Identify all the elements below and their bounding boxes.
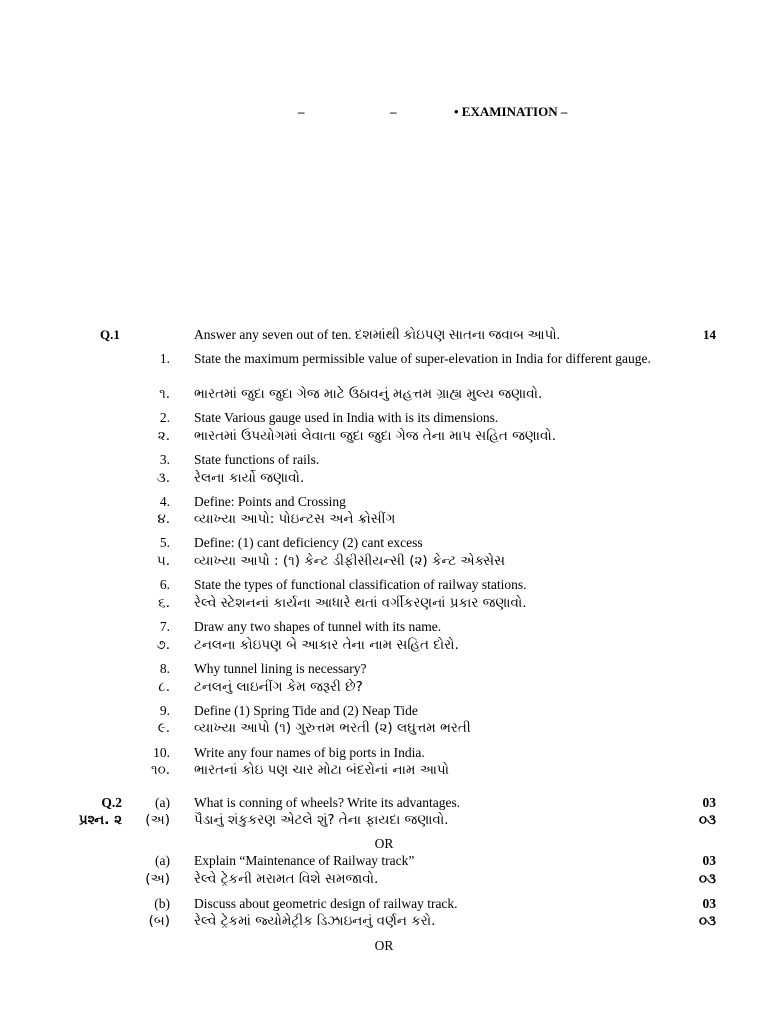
q1-item-number-gu: ૫. (156, 553, 170, 569)
q2-part-marks: 03 (702, 795, 716, 810)
q1-item-text-gu: વ્યાખ્યા આપો (૧) ગુરુત્તમ ભરતી (૨) લઘુત્તમ ભરતી (194, 720, 471, 736)
q1-item-text: Draw any two shapes of tunnel with its name. (194, 619, 442, 634)
q1-item-number: 10. (153, 745, 170, 760)
q1-item-number: 8. (159, 661, 170, 676)
q2-part-label: (a) (155, 853, 170, 868)
q1-item-number-gu: ૭. (156, 637, 170, 653)
q1-item-text-gu: ભારતમાં ઉપયોગમાં લેવાતા જુદા જુદા ગેજ તેના માપ સહિત જણાવો. (194, 428, 557, 444)
or-separator-1: OR (374, 836, 394, 851)
q2-part-marks-gu: ૦૩ (698, 913, 716, 929)
q1-item-number: 3. (159, 452, 170, 467)
q1-item-number: 1. (159, 351, 170, 366)
q2-part-text-gu: રેલ્વે ટ્રેકમાં જ્યોમેટ્રીક ડિઝાઇનનું વર્ણન કરો. (194, 913, 436, 929)
q2-part-text: What is conning of wheels? Write its advantages. (194, 795, 461, 810)
q1-item-text: State the types of functional classification of railway stations. (194, 577, 527, 592)
q1-item-number-gu: ૧૦. (150, 762, 170, 778)
q1-item-text: Write any four names of big ports in India. (194, 745, 425, 760)
q1-item-number: 6. (159, 577, 170, 592)
q1-marks: 14 (703, 327, 716, 342)
q1-item-number: 2. (159, 410, 170, 425)
q1-item-text-gu: રેલના કાર્યો જણાવો. (194, 470, 305, 486)
q2-part-label: (b) (154, 896, 170, 911)
q2-part-marks: 03 (702, 853, 716, 868)
q2-part-text: Discuss about geometric design of railway track. (194, 896, 458, 911)
q1-item-number-gu: ૪. (157, 511, 170, 527)
q2-part-text-gu: પૈડાનું શંકુકરણ એટલે શું? તેના ફાયદા જણાવો. (194, 812, 449, 828)
q1-item-text-gu: રેલ્વે સ્ટેશનનાં કાર્યના આધારે થતાં વર્ગીકરણનાં પ્રકાર જણાવો. (194, 595, 527, 611)
q1-item-number-gu: ૧. (159, 386, 170, 402)
q2-part-text: Explain “Maintenance of Railway track” (194, 853, 415, 868)
q2-part-text-gu: રેલ્વે ટ્રેકની મરામત વિશે સમજાવો. (194, 871, 379, 887)
q1-item-text: State Various gauge used in India with is its dimensions. (194, 410, 499, 425)
q2-number-gu: પ્રશ્ન. ૨ (78, 812, 122, 828)
q1-item-number-gu: ૯. (157, 720, 170, 736)
header-dash-1: – (298, 104, 305, 119)
q1-item-number-gu: ૮. (158, 679, 170, 695)
q2-number: Q.2 (101, 795, 122, 810)
q1-item-text-gu: ભારતનાં કોઇ પણ ચાર મોટા બંદરોનાં નામ આપો (194, 762, 450, 778)
or-separator-2: OR (374, 938, 394, 953)
q1-item-text-gu: વ્યાખ્યા આપો : (૧) કેન્ટ ડીફીસીયન્સી (૨) કેન્ટ એક્સેસ (194, 553, 506, 569)
q1-item-text: Define: (1) cant deficiency (2) cant excess (194, 535, 423, 550)
q1-item-number-gu: ૬. (158, 595, 170, 611)
q1-item-number-gu: ૩. (156, 470, 170, 486)
header-exam-title: • EXAMINATION – (454, 104, 568, 119)
q1-item-text-gu: ભારતમાં જુદા જુદા ગેજ માટે ઉઠાવનું મહત્તમ ગ્રાહ્ય મુલ્ય જણાવો. (194, 386, 543, 402)
q2-part-label-gu: (અ) (145, 871, 170, 887)
q1-instruction: Answer any seven out of ten. દશમાંથી કોઇપણ સાતના જવાબ આપો. (194, 327, 561, 342)
q2-part-marks-gu: ૦૩ (698, 812, 716, 828)
q2-part-label: (a) (155, 795, 170, 810)
q1-item-number: 7. (159, 619, 170, 634)
q1-item-number: 9. (159, 703, 170, 718)
q1-item-number: 4. (159, 494, 170, 509)
q1-item-text-gu: વ્યાખ્યા આપો: પોઇન્ટસ અને ક્રોસીંગ (194, 511, 396, 527)
q1-item-text: State functions of rails. (194, 452, 320, 467)
q1-item-text-gu: ટનલના કોઇપણ બે આકાર તેના નામ સહિત દોરો. (194, 637, 459, 653)
header-dash-2: – (390, 104, 397, 119)
q1-number: Q.1 (100, 327, 120, 342)
q1-item-text-gu: ટનલનું લાઇનીંગ કેમ જરૂરી છે? (194, 679, 363, 695)
q1-item-text: Define (1) Spring Tide and (2) Neap Tide (194, 703, 418, 718)
q2-part-marks-gu: ૦૩ (698, 871, 716, 887)
q1-item-number: 5. (159, 535, 170, 550)
q2-part-marks: 03 (702, 896, 716, 911)
q1-item-text: Define: Points and Crossing (194, 494, 346, 509)
q2-part-label-gu: (અ) (145, 812, 170, 828)
q2-part-label-gu: (બ) (148, 913, 170, 929)
exam-header (0, 104, 768, 124)
q1-item-text: Why tunnel lining is necessary? (194, 661, 367, 676)
q1-item-number-gu: ૨. (157, 428, 170, 444)
q1-item-text: State the maximum permissible value of super-elevation in India for different gauge. (194, 351, 651, 366)
